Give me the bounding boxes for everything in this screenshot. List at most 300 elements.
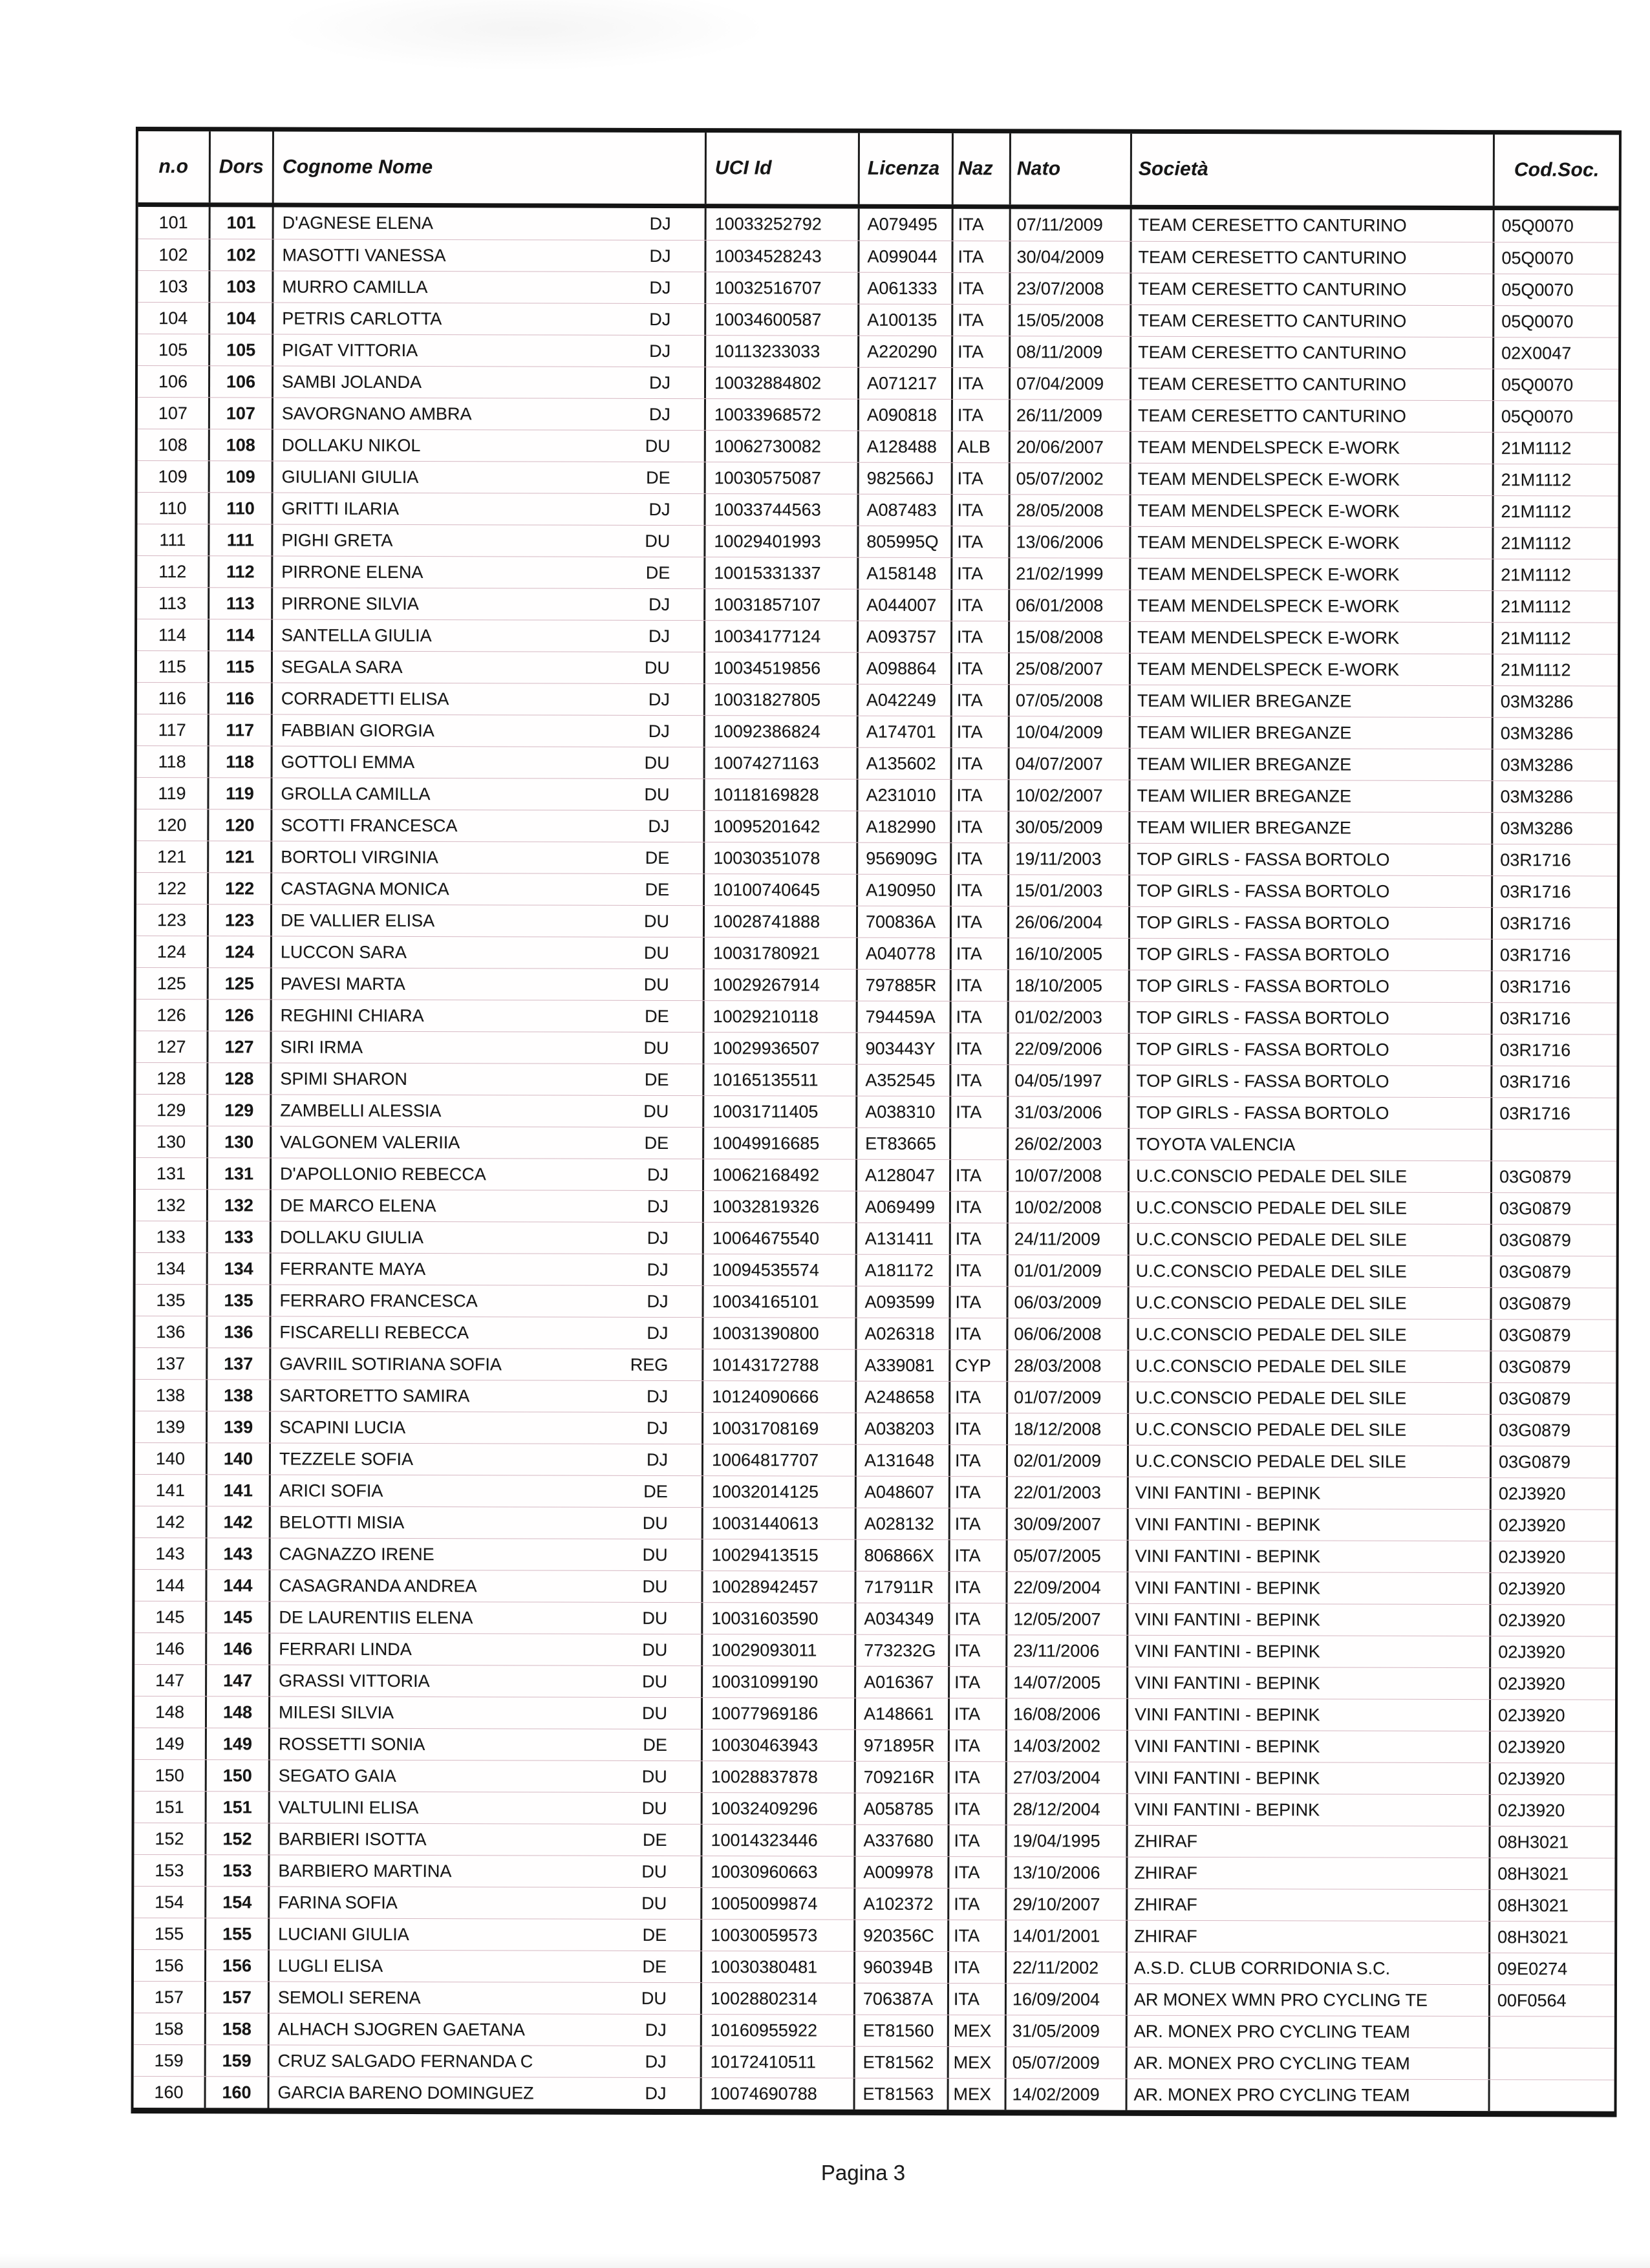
rider-name-cell [271, 588, 703, 621]
rider-name-cell [270, 1190, 702, 1223]
rider-licenza: ET81563 [853, 2079, 947, 2110]
table-row [136, 809, 1617, 844]
rider-dorsal: 115 [208, 651, 271, 682]
table-row [134, 1886, 1614, 1921]
table-row [134, 2044, 1614, 2080]
column-header-uci: UCI Id [705, 133, 858, 204]
table-row [137, 587, 1618, 623]
table-row [134, 1728, 1615, 1763]
rider-birthdate: 18/12/2008 [1006, 1413, 1127, 1444]
rider-team-code: 03G0879 [1490, 1446, 1616, 1477]
rider-team: TEAM WILIER BREGANZE [1128, 812, 1491, 844]
rider-no: 104 [158, 308, 188, 328]
rider-category: DE [645, 1006, 669, 1026]
rider-name-cell [270, 1254, 702, 1286]
rider-uci-id: 10032014125 [702, 1476, 855, 1508]
rider-nationality: ITA [949, 1255, 1007, 1286]
rider-uci-id: 10031780921 [703, 937, 856, 969]
rider-birthdate: 01/01/2009 [1007, 1255, 1128, 1286]
rider-no: 140 [155, 1448, 186, 1468]
rider-team: VINI FANTINI - BEPINK [1126, 1731, 1489, 1762]
rider-nationality: ITA [948, 1698, 1005, 1729]
rider-team-code: 00F0564 [1488, 1985, 1614, 2016]
table-row [135, 1411, 1616, 1446]
rider-name: ZAMBELLI ALESSIA [280, 1100, 442, 1120]
rider-licenza: 717911R [854, 1572, 948, 1603]
rider-birthdate: 22/09/2006 [1007, 1033, 1128, 1064]
rider-name-cell [270, 1064, 702, 1096]
rider-uci-id: 10034165101 [702, 1286, 855, 1318]
rider-nationality: ITA [951, 305, 1009, 336]
rider-birthdate: 31/03/2006 [1007, 1097, 1128, 1128]
rider-nationality: ITA [950, 811, 1007, 842]
rider-category: DJ [646, 1450, 669, 1470]
rider-name-cell [271, 525, 703, 557]
rider-category: DU [645, 436, 670, 456]
rider-uci-id: 10029210118 [703, 1001, 856, 1032]
rider-dorsal: 147 [205, 1665, 268, 1696]
rider-nationality: ITA [950, 780, 1007, 811]
rider-nationality: MEX [947, 2079, 1005, 2110]
rider-dorsal: 157 [204, 1982, 268, 2013]
rider-team-code: 03R1716 [1490, 1066, 1616, 1097]
rider-no: 106 [158, 371, 188, 391]
rider-team: AR. MONEX PRO CYCLING TEAM [1126, 2048, 1488, 2079]
rider-uci-id: 10031711405 [702, 1096, 855, 1128]
rider-category: DJ [648, 594, 670, 614]
rider-team: VINI FANTINI - BEPINK [1126, 1762, 1489, 1794]
rider-dorsal: 148 [205, 1696, 268, 1728]
table-row [136, 1062, 1616, 1098]
page-number: Pagina 3 [820, 2161, 906, 2185]
table-row [134, 1981, 1614, 2017]
column-header-nato: Nato [1009, 133, 1130, 204]
rider-team-code: 05Q0070 [1492, 401, 1618, 432]
rider-no: 103 [158, 276, 188, 296]
table-row [138, 207, 1619, 242]
rider-uci-id: 10029401993 [703, 526, 857, 557]
rider-category: DU [645, 531, 670, 551]
rider-category: DJ [645, 2020, 667, 2040]
rider-licenza: A026318 [855, 1318, 948, 1349]
rider-licenza: 794459A [856, 1001, 950, 1032]
rider-birthdate: 16/10/2005 [1007, 938, 1128, 969]
rider-nationality: ITA [951, 336, 1009, 367]
rider-name-cell [270, 1032, 702, 1064]
rider-team-code: 03M3286 [1492, 749, 1618, 780]
rider-nationality: ITA [947, 1952, 1005, 1983]
rider-category: DJ [649, 341, 671, 361]
rider-team: TOP GIRLS - FASSA BORTOLO [1128, 1097, 1490, 1129]
table-row [136, 904, 1617, 939]
rider-birthdate: 06/01/2008 [1008, 590, 1129, 621]
rider-licenza: A148661 [854, 1698, 948, 1729]
rider-team-code: 05Q0070 [1492, 306, 1618, 337]
rider-team-code: 02J3920 [1490, 1510, 1616, 1541]
rider-licenza: 806866X [855, 1540, 948, 1571]
rider-name: FABBIAN GIORGIA [281, 720, 434, 740]
rider-licenza: 903443Y [855, 1033, 949, 1064]
rider-uci-id: 10028942457 [701, 1571, 854, 1603]
rider-name-cell [272, 367, 704, 399]
rider-no: 124 [156, 941, 186, 961]
rider-uci-id: 10064817707 [702, 1444, 855, 1476]
rider-category: DJ [648, 372, 671, 392]
rider-dorsal: 149 [205, 1728, 268, 1759]
rider-licenza: A231010 [856, 780, 950, 811]
rider-team: TOP GIRLS - FASSA BORTOLO [1128, 939, 1491, 970]
rider-team: U.C.CONSCIO PEDALE DEL SILE [1128, 1192, 1490, 1224]
rider-team-code: 02J3920 [1489, 1795, 1615, 1826]
table-row [135, 1506, 1616, 1541]
rider-team: VINI FANTINI - BEPINK [1126, 1636, 1489, 1667]
rider-team: U.C.CONSCIO PEDALE DEL SILE [1127, 1319, 1490, 1351]
rider-uci-id: 10034600587 [704, 304, 857, 336]
rider-category: DE [645, 879, 670, 899]
rider-uci-id: 10030380481 [700, 1951, 853, 1983]
table-row [137, 619, 1618, 654]
rider-uci-id: 10031099190 [701, 1666, 854, 1698]
rider-name-cell [268, 1951, 700, 1983]
rider-team-code: 08H3021 [1488, 1921, 1614, 1952]
rider-team: VINI FANTINI - BEPINK [1126, 1794, 1489, 1826]
rider-nationality: ITA [949, 1097, 1007, 1128]
rider-name: D'APOLLONIO REBECCA [280, 1164, 486, 1184]
table-row [134, 1601, 1615, 1636]
rider-team: AR. MONEX PRO CYCLING TEAM [1126, 2016, 1488, 2048]
rider-nationality [949, 1128, 1007, 1159]
rider-team: TEAM CERESETTO CANTURINO [1130, 242, 1492, 273]
table-row [138, 239, 1618, 274]
rider-category: DU [642, 1545, 668, 1565]
rider-no: 147 [155, 1670, 185, 1690]
table-row [135, 1474, 1616, 1510]
rider-category: DE [644, 1069, 669, 1089]
rider-name: FERRANTE MAYA [279, 1259, 426, 1279]
rider-name: CAGNAZZO IRENE [279, 1544, 434, 1564]
rider-no: 152 [155, 1828, 184, 1848]
table-row [136, 872, 1617, 908]
rider-name-cell [271, 557, 703, 589]
rider-no: 145 [155, 1607, 185, 1627]
rider-name-cell [268, 1919, 700, 1951]
rider-name: PIGHI GRETA [281, 530, 393, 550]
table-row [138, 429, 1618, 464]
rider-name: GARCIA BARENO DOMINGUEZ [277, 2082, 534, 2103]
rider-birthdate: 24/11/2009 [1007, 1223, 1128, 1254]
rider-team: U.C.CONSCIO PEDALE DEL SILE [1128, 1256, 1490, 1287]
rider-no: 146 [155, 1638, 185, 1658]
rider-no: 156 [154, 1955, 184, 1975]
rider-licenza: A100135 [857, 305, 951, 336]
rider-name: MASOTTI VANESSA [282, 245, 446, 265]
rider-name: GRASSI VITTORIA [279, 1671, 430, 1691]
rider-name: SEGATO GAIA [278, 1766, 396, 1786]
rider-name-cell [268, 1792, 701, 1824]
rider-dorsal: 151 [205, 1792, 268, 1823]
rider-team: U.C.CONSCIO PEDALE DEL SILE [1128, 1224, 1490, 1256]
rider-licenza: A181172 [855, 1255, 949, 1286]
rider-nationality: ITA [950, 526, 1008, 557]
rider-nationality: ITA [950, 970, 1007, 1001]
rider-name: PETRIS CARLOTTA [282, 308, 442, 328]
rider-nationality: ALB [951, 431, 1009, 462]
rider-team-code: 05Q0070 [1492, 369, 1618, 400]
rider-category: DE [642, 1925, 667, 1945]
rider-team: ZHIRAF [1126, 1889, 1488, 1921]
rider-team-code: 08H3021 [1488, 1826, 1614, 1857]
table-row [134, 1632, 1615, 1668]
rider-name: SCOTTI FRANCESCA [281, 815, 458, 835]
rider-licenza: A093757 [857, 621, 950, 652]
rider-no: 157 [154, 1987, 184, 2007]
rider-name-cell [268, 1982, 700, 2015]
rider-team: TEAM WILIER BREGANZE [1128, 780, 1491, 812]
rider-birthdate: 05/07/2005 [1006, 1540, 1127, 1571]
table-row [135, 1316, 1616, 1351]
rider-dorsal: 113 [208, 588, 271, 619]
rider-team-code: 03R1716 [1490, 1098, 1616, 1129]
table-row [134, 2013, 1614, 2048]
rider-licenza: A131411 [855, 1223, 949, 1254]
rider-category: DU [641, 1893, 667, 1913]
rider-no: 135 [156, 1290, 186, 1310]
rider-uci-id: 10062168492 [702, 1159, 855, 1191]
rider-name: SARTORETTO SAMIRA [279, 1385, 470, 1406]
rider-no: 113 [158, 593, 187, 613]
rider-birthdate: 10/07/2008 [1007, 1160, 1128, 1191]
rider-uci-id: 10034177124 [703, 621, 857, 652]
rider-name-cell [272, 335, 704, 367]
rider-team: VINI FANTINI - BEPINK [1126, 1667, 1489, 1699]
rider-name: BARBIERI ISOTTA [278, 1829, 427, 1849]
rider-no: 116 [158, 688, 186, 708]
rider-no: 109 [158, 466, 188, 486]
rider-name: PIRRONE ELENA [281, 562, 423, 582]
rider-name: FISCARELLI REBECCA [279, 1322, 469, 1342]
rider-nationality: ITA [951, 368, 1009, 399]
rider-birthdate: 07/05/2008 [1008, 685, 1129, 716]
rider-no: 126 [156, 1005, 186, 1025]
rider-name: GRITTI ILARIA [281, 498, 400, 519]
rider-category: DU [644, 784, 670, 804]
table-header-row [138, 131, 1619, 211]
rider-dorsal: 104 [208, 303, 272, 334]
rider-no: 120 [157, 815, 187, 835]
rider-dorsal: 140 [206, 1443, 269, 1474]
rider-team: TEAM MENDELSPECK E-WORK [1129, 622, 1492, 654]
rider-name-cell [269, 1380, 702, 1413]
rider-nationality: ITA [950, 906, 1007, 937]
rider-team-code: 02J3920 [1489, 1731, 1615, 1762]
rider-name-cell [269, 1349, 702, 1381]
rider-category: DJ [647, 1259, 669, 1279]
rider-category: DJ [649, 277, 671, 297]
rider-dorsal: 128 [206, 1063, 270, 1094]
rider-birthdate: 15/08/2008 [1008, 621, 1129, 652]
rider-birthdate: 05/07/2002 [1009, 463, 1130, 494]
rider-dorsal: 121 [207, 841, 270, 872]
rider-dorsal: 118 [208, 746, 271, 777]
rider-category: DU [643, 1101, 669, 1121]
rider-nationality: ITA [949, 1065, 1007, 1096]
rider-name-cell [270, 778, 703, 811]
rider-name: LUCIANI GIULIA [278, 1924, 409, 1944]
rider-team: TOP GIRLS - FASSA BORTOLO [1128, 1002, 1491, 1034]
rider-licenza: A087483 [857, 495, 950, 526]
rider-name: DE LAURENTIIS ELENA [279, 1607, 473, 1627]
rider-dorsal: 129 [206, 1095, 270, 1126]
rider-team: VINI FANTINI - BEPINK [1127, 1541, 1490, 1572]
rider-name-cell [270, 1127, 702, 1159]
rider-birthdate: 06/06/2008 [1006, 1318, 1127, 1349]
rider-name: SIRI IRMA [280, 1037, 363, 1057]
rider-category: DJ [648, 626, 670, 646]
rider-licenza: A102372 [853, 1888, 947, 1920]
rider-nationality: ITA [950, 558, 1008, 589]
rider-team-code: 03G0879 [1490, 1288, 1616, 1319]
table-row [137, 745, 1618, 781]
rider-dorsal: 111 [208, 524, 271, 555]
rider-birthdate: 15/01/2003 [1007, 875, 1128, 906]
rider-category: DU [642, 1608, 668, 1628]
rider-nationality: ITA [950, 495, 1008, 526]
rider-dorsal: 103 [208, 271, 272, 302]
rider-no: 155 [155, 1923, 184, 1943]
rider-licenza: A337680 [853, 1825, 947, 1856]
rider-name-cell [268, 1634, 701, 1666]
table-row [134, 1854, 1614, 1890]
rider-no: 160 [154, 2082, 184, 2102]
table-row [134, 1823, 1614, 1858]
rider-no: 144 [155, 1575, 185, 1595]
table-row [134, 1569, 1615, 1605]
rider-uci-id: 10032409296 [701, 1793, 854, 1824]
rider-dorsal: 152 [204, 1823, 268, 1854]
rider-licenza: 971895R [854, 1730, 948, 1761]
rider-team: TEAM MENDELSPECK E-WORK [1129, 590, 1492, 622]
column-header-societa: Società [1130, 134, 1493, 206]
rider-team-code: 21M1112 [1492, 433, 1618, 464]
rider-no: 150 [155, 1765, 184, 1785]
rider-team-code: 03R1716 [1491, 939, 1617, 970]
rider-dorsal: 158 [204, 2013, 268, 2044]
rider-licenza: A058785 [854, 1793, 948, 1824]
rider-team: TEAM MENDELSPECK E-WORK [1130, 432, 1492, 464]
rider-name: SANTELLA GIULIA [281, 625, 432, 645]
rider-team-code: 03G0879 [1490, 1351, 1616, 1382]
rider-dorsal: 120 [207, 809, 270, 840]
rider-dorsal: 109 [208, 461, 272, 492]
rider-team: TEAM MENDELSPECK E-WORK [1129, 495, 1492, 527]
rider-licenza: A038203 [855, 1413, 948, 1444]
rider-name: SAVORGNANO AMBRA [281, 403, 472, 423]
rider-dorsal: 116 [208, 683, 271, 714]
rider-team: U.C.CONSCIO PEDALE DEL SILE [1128, 1287, 1490, 1319]
rider-name-cell [268, 2077, 700, 2110]
rider-team: TOP GIRLS - FASSA BORTOLO [1128, 970, 1491, 1002]
rider-team-code: 03R1716 [1490, 1034, 1616, 1065]
rider-uci-id: 10095201642 [703, 811, 856, 842]
rider-category: DJ [649, 213, 671, 234]
rider-uci-id: 10172410511 [700, 2046, 853, 2078]
rider-category: DJ [647, 1228, 669, 1248]
rider-birthdate: 05/07/2009 [1005, 2047, 1126, 2078]
rider-licenza: A034349 [854, 1603, 948, 1634]
rider-nationality: MEX [947, 2047, 1005, 2078]
table-row [136, 1126, 1616, 1161]
rider-team-code: 02J3920 [1489, 1605, 1615, 1636]
rider-no: 112 [158, 561, 187, 581]
rider-birthdate: 30/09/2007 [1006, 1508, 1127, 1539]
rider-birthdate: 25/08/2007 [1008, 653, 1129, 684]
rider-no: 115 [158, 656, 187, 676]
rider-nationality: ITA [949, 1160, 1007, 1191]
rider-dorsal: 122 [207, 873, 270, 904]
scan-noise-bottom [0, 2254, 1650, 2268]
table-row [138, 365, 1618, 401]
rider-uci-id: 10049916685 [702, 1128, 855, 1159]
rider-category: DE [642, 1830, 667, 1850]
rider-licenza: A069499 [855, 1192, 949, 1223]
rider-nationality: ITA [950, 621, 1008, 652]
rider-name: PAVESI MARTA [280, 974, 405, 994]
rider-nationality: ITA [950, 716, 1008, 747]
rider-category: DE [642, 1956, 667, 1976]
rider-name-cell [269, 1475, 702, 1508]
rider-licenza: 773232G [854, 1635, 948, 1666]
rider-uci-id: 10032819326 [702, 1191, 855, 1223]
rider-licenza: 706387A [853, 1984, 947, 2015]
rider-dorsal: 108 [208, 429, 272, 460]
rider-birthdate: 14/02/2009 [1005, 2079, 1126, 2110]
rider-nationality: ITA [948, 1603, 1005, 1634]
rider-uci-id: 10028837878 [701, 1761, 854, 1793]
rider-nationality: ITA [947, 1857, 1005, 1888]
rider-team-code: 03R1716 [1491, 876, 1617, 907]
rider-team-code [1488, 2017, 1614, 2048]
rider-name: BARBIERO MARTINA [278, 1861, 452, 1881]
rider-team: AR MONEX WMN PRO CYCLING TE [1126, 1984, 1488, 2016]
rider-licenza: A131648 [855, 1445, 948, 1476]
rider-category: DE [645, 848, 670, 868]
rider-no: 148 [155, 1702, 185, 1722]
rider-team: VINI FANTINI - BEPINK [1127, 1477, 1490, 1509]
rider-category: DJ [649, 309, 671, 329]
rider-no: 111 [159, 530, 186, 550]
rider-team: VINI FANTINI - BEPINK [1127, 1509, 1490, 1541]
rider-birthdate: 26/02/2003 [1007, 1128, 1128, 1159]
rider-team-code: 02J3920 [1490, 1478, 1616, 1509]
rider-birthdate: 10/04/2009 [1008, 716, 1129, 747]
rider-name-cell [269, 1507, 702, 1539]
rider-no: 131 [156, 1163, 186, 1183]
rider-team-code: 03R1716 [1491, 971, 1617, 1002]
table-row [137, 492, 1618, 528]
rider-category: DE [646, 467, 670, 487]
rider-team-code [1490, 1129, 1616, 1161]
column-header-naz: Naz [952, 133, 1009, 204]
rider-licenza: A016367 [854, 1667, 948, 1698]
rider-team-code: 03R1716 [1491, 908, 1617, 939]
rider-uci-id: 10124090666 [702, 1381, 855, 1413]
rider-uci-id: 10113233033 [704, 336, 857, 367]
rider-team: U.C.CONSCIO PEDALE DEL SILE [1127, 1446, 1490, 1477]
rider-dorsal: 132 [206, 1190, 270, 1221]
rider-nationality: ITA [948, 1445, 1006, 1476]
rider-no: 122 [157, 878, 187, 898]
rider-dorsal: 145 [205, 1601, 268, 1632]
